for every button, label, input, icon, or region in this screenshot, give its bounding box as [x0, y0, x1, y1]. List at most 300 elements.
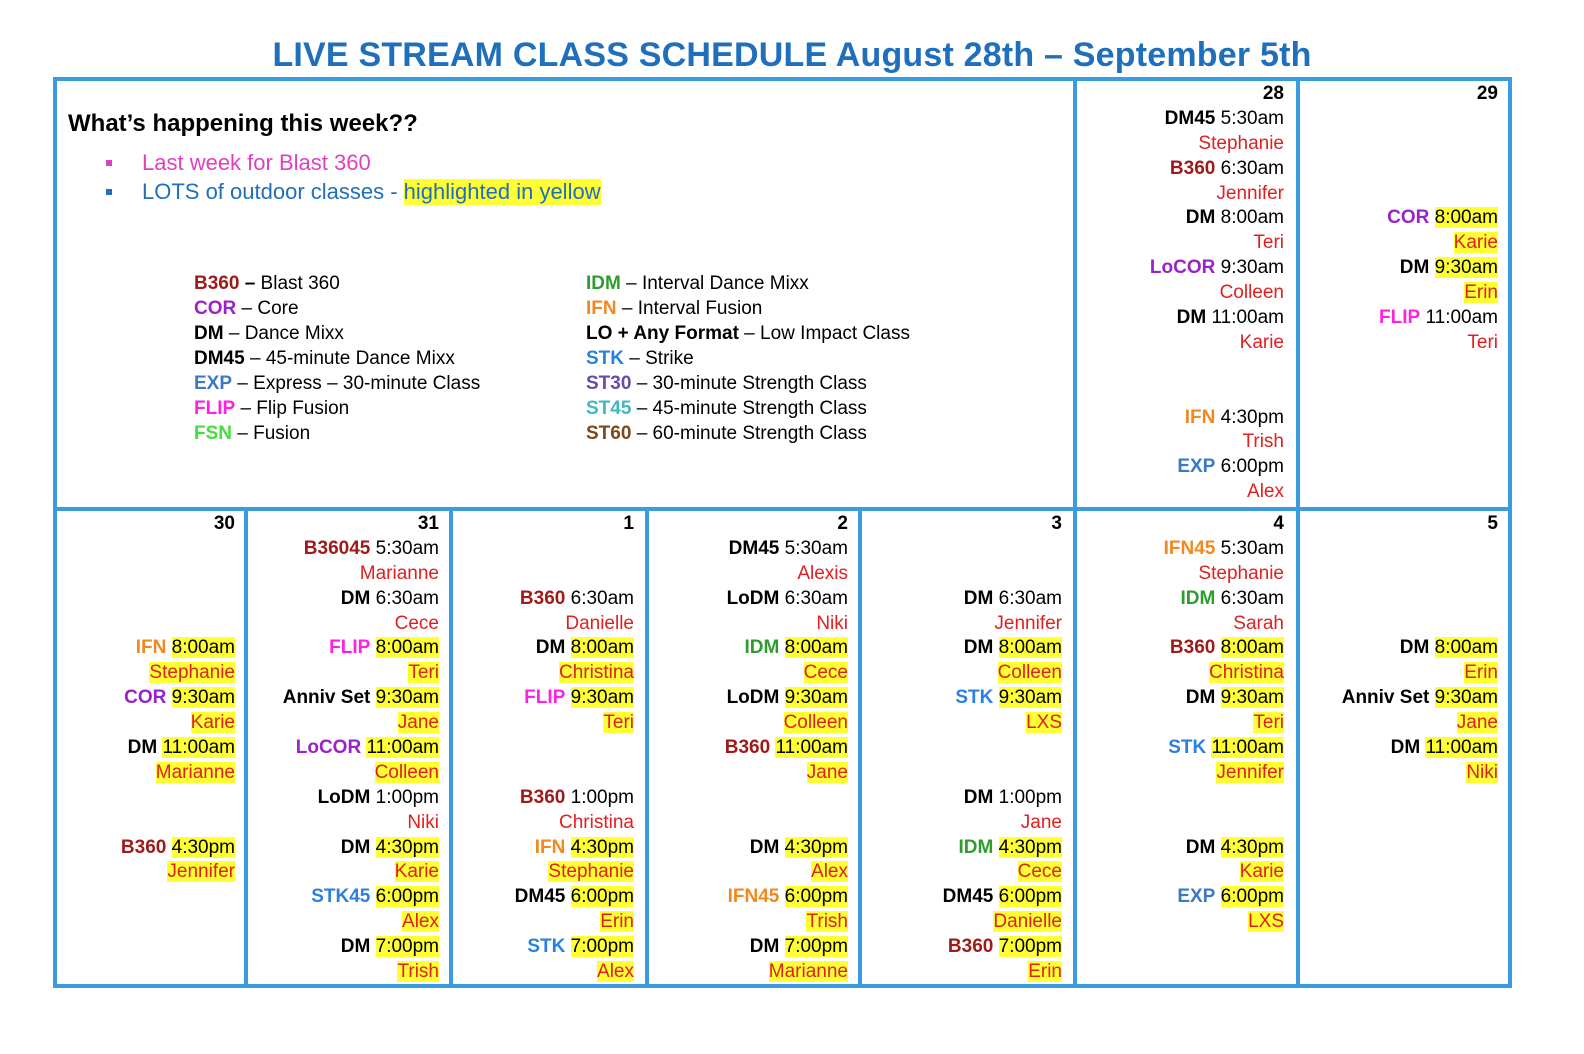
class-entry — [283, 537, 439, 562]
class-code: FLIP — [329, 637, 371, 659]
class-time: 6:30am — [570, 587, 634, 609]
class-time: 9:30am — [570, 687, 634, 709]
spacer — [565, 687, 570, 708]
class-instructor — [1150, 331, 1284, 356]
legend-row — [194, 371, 480, 396]
blank-line — [1342, 562, 1498, 587]
class-instructor — [121, 860, 235, 885]
blank-line — [121, 786, 235, 811]
spacer — [779, 687, 784, 708]
class-time: 7:00pm — [570, 936, 634, 958]
blank-line — [943, 761, 1062, 786]
class-instructor — [725, 711, 848, 736]
day-date: 29 — [1476, 83, 1498, 104]
blank-line — [1379, 157, 1498, 182]
class-instructor — [515, 811, 634, 836]
class-time: 8:00am — [1434, 207, 1498, 229]
instructor-name: Jennifer — [1216, 761, 1284, 783]
legend-separator: – — [624, 348, 646, 369]
legend-row — [586, 346, 910, 371]
class-entry — [121, 686, 235, 711]
class-instructor — [1150, 182, 1284, 207]
bullet-text: LOTS of outdoor classes - — [142, 179, 404, 204]
class-entry — [943, 885, 1062, 910]
class-entry — [283, 935, 439, 960]
intro-heading: What’s happening this week?? — [68, 110, 418, 137]
legend-code: FLIP — [194, 398, 236, 419]
legend-separator: – — [616, 298, 638, 319]
grid-divider — [244, 507, 248, 988]
legend-row — [586, 271, 910, 296]
class-entry — [725, 935, 848, 960]
grid-divider — [1073, 507, 1077, 988]
class-entry — [725, 686, 848, 711]
class-instructor — [943, 612, 1062, 637]
class-instructor — [725, 910, 848, 935]
instructor-name: Colleen — [374, 761, 439, 783]
class-code: DM — [1176, 307, 1207, 329]
day-date: 3 — [1051, 513, 1062, 534]
instructor-name: Karie — [1239, 331, 1284, 353]
day-date: 5 — [1487, 513, 1498, 534]
instructor-name: Trish — [397, 961, 439, 983]
class-time: 6:30am — [1220, 587, 1284, 609]
class-instructor — [1150, 430, 1284, 455]
class-instructor — [1342, 661, 1498, 686]
class-code: IDM — [1180, 587, 1216, 609]
class-instructor — [1164, 761, 1284, 786]
legend-description: 60-minute Strength Class — [652, 423, 867, 444]
legend-separator: – — [631, 423, 653, 444]
class-time: 1:00pm — [570, 786, 634, 808]
class-code: IFN45 — [727, 886, 780, 908]
spacer — [1215, 837, 1220, 858]
instructor-name: Karie — [1239, 861, 1284, 883]
instructor-name: Christina — [559, 811, 634, 833]
class-entry — [943, 935, 1062, 960]
class-instructor — [943, 711, 1062, 736]
class-code: STK45 — [311, 886, 371, 908]
class-time: 5:30am — [375, 537, 439, 559]
day-cell-29 — [1379, 82, 1498, 356]
legend-separator: – — [738, 323, 761, 344]
class-time: 4:30pm — [784, 836, 848, 858]
class-time: 7:00pm — [375, 936, 439, 958]
legend-description: Low Impact Class — [760, 323, 910, 344]
instructor-name: Stephanie — [1198, 562, 1284, 584]
class-instructor — [1164, 860, 1284, 885]
legend-separator: – — [232, 373, 254, 394]
spacer — [565, 837, 570, 858]
blank-line — [1342, 612, 1498, 637]
class-instructor — [283, 761, 439, 786]
day-cell-2 — [725, 512, 848, 985]
day-cell-5 — [1342, 512, 1498, 786]
class-time: 8:00am — [1434, 637, 1498, 659]
class-entry — [1150, 206, 1284, 231]
class-time: 9:30am — [171, 687, 235, 709]
class-time: 8:00am — [1220, 207, 1284, 229]
class-entry — [1379, 206, 1498, 231]
class-entry — [515, 636, 634, 661]
class-time: 6:00pm — [998, 886, 1062, 908]
instructor-name: Christina — [1209, 662, 1284, 684]
legend-description: Fusion — [253, 423, 311, 444]
class-instructor — [121, 661, 235, 686]
class-entry — [943, 587, 1062, 612]
blank-line — [121, 587, 235, 612]
class-code: IFN — [534, 836, 566, 858]
class-code: DM — [340, 936, 371, 958]
class-entry — [1379, 306, 1498, 331]
class-entry — [283, 885, 439, 910]
spacer — [779, 637, 784, 658]
legend-row — [194, 421, 480, 446]
class-code: IDM — [744, 637, 780, 659]
class-entry — [1150, 157, 1284, 182]
instructor-name: Erin — [600, 911, 634, 933]
grid-divider — [53, 507, 1512, 511]
page-title: LIVE STREAM CLASS SCHEDULE August 28th – September 5th — [272, 36, 1312, 74]
spacer — [993, 837, 998, 858]
class-instructor — [283, 711, 439, 736]
class-entry — [283, 636, 439, 661]
day-cell-1 — [515, 512, 634, 985]
legend-code: ST60 — [586, 423, 632, 444]
instructor-name: Stephanie — [548, 861, 634, 883]
class-entry — [1164, 537, 1284, 562]
class-code: DM45 — [942, 886, 994, 908]
spacer — [993, 637, 998, 658]
instructor-name: Karie — [190, 712, 235, 734]
class-time: 11:00am — [1211, 307, 1284, 329]
spacer — [993, 936, 998, 957]
class-entry — [943, 686, 1062, 711]
class-time: 1:00pm — [998, 786, 1062, 808]
class-entry — [1342, 736, 1498, 761]
legend-description: Core — [257, 298, 299, 319]
legend-separator: – — [244, 348, 266, 369]
grid-divider — [1296, 77, 1300, 988]
class-code: DM — [1390, 737, 1421, 759]
class-code: DM45 — [514, 886, 566, 908]
spacer — [370, 687, 375, 708]
class-entry — [283, 587, 439, 612]
class-instructor — [121, 711, 235, 736]
instructor-name: Marianne — [155, 761, 235, 783]
day-cell-30 — [121, 512, 235, 885]
legend-right — [586, 271, 910, 446]
class-code: DM — [1185, 836, 1216, 858]
blank-line — [1150, 381, 1284, 406]
instructor-name: Danielle — [993, 911, 1062, 933]
legend-code: IFN — [586, 298, 617, 319]
class-instructor — [725, 960, 848, 985]
class-time: 11:00am — [1425, 307, 1498, 329]
class-instructor — [1379, 331, 1498, 356]
bullet-square-icon — [106, 189, 112, 195]
class-time: 6:00pm — [375, 886, 439, 908]
legend-separator: – — [631, 373, 653, 394]
class-code: DM — [340, 836, 371, 858]
class-code: LoCOR — [295, 737, 362, 759]
legend-description: Strike — [645, 348, 694, 369]
class-code: IDM — [958, 836, 994, 858]
class-instructor — [943, 661, 1062, 686]
class-code: B360 — [519, 786, 566, 808]
class-entry — [515, 935, 634, 960]
bullet-text: Last week for Blast 360 — [142, 150, 371, 175]
class-entry — [1150, 455, 1284, 480]
spacer — [1429, 687, 1434, 708]
class-entry — [1150, 306, 1284, 331]
legend-separator: – — [236, 298, 258, 319]
legend-row — [194, 396, 480, 421]
blank-line — [943, 736, 1062, 761]
blank-line — [1379, 107, 1498, 132]
instructor-name: Karie — [1453, 232, 1498, 254]
class-time: 8:00am — [784, 637, 848, 659]
class-code: DM — [1399, 257, 1430, 279]
legend-separator: – — [239, 273, 261, 294]
class-instructor — [1379, 281, 1498, 306]
day-date: 2 — [837, 513, 848, 534]
class-code: EXP — [1177, 886, 1216, 908]
legend-code: DM45 — [194, 348, 245, 369]
blank-line — [1379, 132, 1498, 157]
class-code: DM — [749, 936, 780, 958]
class-code: LoDM — [726, 687, 780, 709]
blank-line — [121, 537, 235, 562]
legend-code: EXP — [194, 373, 233, 394]
class-instructor — [515, 612, 634, 637]
class-entry — [943, 786, 1062, 811]
class-entry — [1342, 686, 1498, 711]
instructor-name: Erin — [1028, 961, 1062, 983]
instructor-name: Marianne — [359, 562, 439, 584]
class-code: LoDM — [726, 587, 780, 609]
legend-row — [586, 371, 910, 396]
legend-row — [586, 321, 910, 346]
class-code: STK — [955, 687, 994, 709]
day-cell-4 — [1164, 512, 1284, 935]
legend-code: COR — [194, 298, 237, 319]
class-instructor — [283, 860, 439, 885]
spacer — [1429, 637, 1434, 658]
spacer — [370, 886, 375, 907]
instructor-name: Marianne — [768, 961, 848, 983]
class-code: DM — [1399, 637, 1430, 659]
legend-left — [194, 271, 480, 446]
class-time: 8:00am — [171, 637, 235, 659]
day-date: 30 — [213, 513, 235, 534]
class-code: B360 — [724, 737, 771, 759]
class-entry — [515, 836, 634, 861]
class-instructor — [943, 960, 1062, 985]
legend-row — [194, 321, 480, 346]
class-instructor — [1342, 761, 1498, 786]
class-instructor — [1342, 711, 1498, 736]
class-time: 11:00am — [1425, 737, 1498, 759]
class-time: 8:00am — [570, 637, 634, 659]
class-entry — [121, 636, 235, 661]
instructor-name: Alex — [1247, 481, 1284, 503]
spacer — [779, 837, 784, 858]
blank-line — [1150, 356, 1284, 381]
spacer — [565, 936, 570, 957]
class-instructor — [283, 910, 439, 935]
class-entry — [725, 736, 848, 761]
spacer — [1429, 207, 1434, 228]
grid-divider — [645, 507, 649, 988]
class-instructor — [515, 661, 634, 686]
instructor-name: Teri — [1253, 712, 1284, 734]
class-entry — [725, 636, 848, 661]
day-date: 4 — [1273, 513, 1284, 534]
class-code: IFN — [135, 637, 167, 659]
class-time: 6:30am — [998, 587, 1062, 609]
class-time: 6:00pm — [570, 886, 634, 908]
class-instructor — [725, 612, 848, 637]
class-instructor — [725, 661, 848, 686]
spacer — [1215, 637, 1220, 658]
instructor-name: Jennifer — [167, 861, 235, 883]
spacer — [166, 837, 171, 858]
instructor-name: Niki — [407, 811, 439, 833]
legend-description: 30-minute Strength Class — [652, 373, 867, 394]
blank-line — [1379, 182, 1498, 207]
legend-separator: – — [631, 398, 653, 419]
class-instructor — [1164, 910, 1284, 935]
class-code: Anniv Set — [1341, 687, 1430, 709]
legend-code: ST45 — [586, 398, 632, 419]
class-instructor — [1164, 612, 1284, 637]
class-instructor — [1164, 661, 1284, 686]
class-time: 4:30pm — [1220, 406, 1284, 428]
instructor-name: Alex — [597, 961, 634, 983]
spacer — [993, 886, 998, 907]
legend-code: LO + Any Format — [586, 323, 739, 344]
class-instructor — [1150, 281, 1284, 306]
class-time: 11:00am — [366, 737, 439, 759]
class-time: 5:30am — [1220, 537, 1284, 559]
class-time: 5:30am — [1220, 107, 1284, 129]
class-instructor — [1164, 562, 1284, 587]
class-code: DM — [535, 637, 566, 659]
legend-code: IDM — [586, 273, 621, 294]
class-entry — [1164, 636, 1284, 661]
blank-line — [515, 562, 634, 587]
day-date: 28 — [1262, 83, 1284, 104]
instructor-name: Christina — [559, 662, 634, 684]
class-instructor — [283, 562, 439, 587]
instructor-name: Colleen — [1219, 282, 1284, 304]
blank-line — [943, 537, 1062, 562]
instructor-name: Cece — [1017, 861, 1062, 883]
class-instructor — [725, 860, 848, 885]
instructor-name: LXS — [1248, 911, 1284, 933]
legend-row — [194, 271, 480, 296]
instructor-name: Jane — [397, 712, 439, 734]
legend-row — [194, 296, 480, 321]
class-time: 4:30pm — [171, 836, 235, 858]
instructor-name: Colleen — [783, 712, 848, 734]
instructor-name: Karie — [394, 861, 439, 883]
class-code: B360 — [519, 587, 566, 609]
class-code: LoDM — [317, 786, 371, 808]
class-time: 9:30am — [1220, 687, 1284, 709]
class-time: 9:30am — [784, 687, 848, 709]
legend-separator: – — [235, 398, 257, 419]
instructor-name: Stephanie — [149, 662, 235, 684]
class-time: 9:30am — [1434, 257, 1498, 279]
instructor-name: Teri — [408, 662, 439, 684]
day-date: 1 — [623, 513, 634, 534]
class-time: 6:00pm — [784, 886, 848, 908]
grid-divider — [1073, 77, 1077, 509]
legend-row — [586, 421, 910, 446]
class-instructor — [283, 960, 439, 985]
legend-row — [586, 296, 910, 321]
class-entry — [1379, 256, 1498, 281]
class-instructor — [1379, 231, 1498, 256]
instructor-name: Jennifer — [994, 612, 1062, 634]
class-entry — [121, 736, 235, 761]
class-entry — [1164, 885, 1284, 910]
class-code: DM — [963, 637, 994, 659]
bullet-last-week — [104, 150, 371, 176]
legend-description: Blast 360 — [260, 273, 340, 294]
class-code: FLIP — [1379, 307, 1421, 329]
class-code: DM — [1185, 687, 1216, 709]
class-instructor — [943, 811, 1062, 836]
class-code: STK — [1168, 737, 1207, 759]
grid-divider — [449, 507, 453, 988]
blank-line — [121, 811, 235, 836]
instructor-name: LXS — [1026, 712, 1062, 734]
instructor-name: Trish — [1242, 431, 1284, 453]
class-entry — [1150, 256, 1284, 281]
class-entry — [1164, 587, 1284, 612]
class-code: EXP — [1177, 456, 1216, 478]
class-time: 4:30pm — [375, 836, 439, 858]
class-entry — [515, 686, 634, 711]
instructor-name: Danielle — [565, 612, 634, 634]
legend-description: Interval Fusion — [637, 298, 763, 319]
class-code: B360 — [1169, 157, 1216, 179]
instructor-name: Teri — [603, 712, 634, 734]
class-entry — [725, 537, 848, 562]
instructor-name: Cece — [803, 662, 848, 684]
spacer — [1429, 257, 1434, 278]
class-entry — [283, 686, 439, 711]
legend-code: STK — [586, 348, 624, 369]
class-time: 11:00am — [1211, 737, 1284, 759]
class-instructor — [725, 761, 848, 786]
instructor-name: Teri — [1467, 331, 1498, 353]
class-code: DM45 — [728, 537, 780, 559]
class-time: 9:30am — [1220, 257, 1284, 279]
blank-line — [725, 786, 848, 811]
instructor-name: Cece — [394, 612, 439, 634]
class-time: 1:00pm — [375, 786, 439, 808]
blank-line — [1342, 587, 1498, 612]
blank-line — [1164, 811, 1284, 836]
blank-line — [943, 562, 1062, 587]
legend-separator: – — [620, 273, 642, 294]
class-code: B360 — [120, 836, 167, 858]
class-code: FLIP — [524, 687, 566, 709]
